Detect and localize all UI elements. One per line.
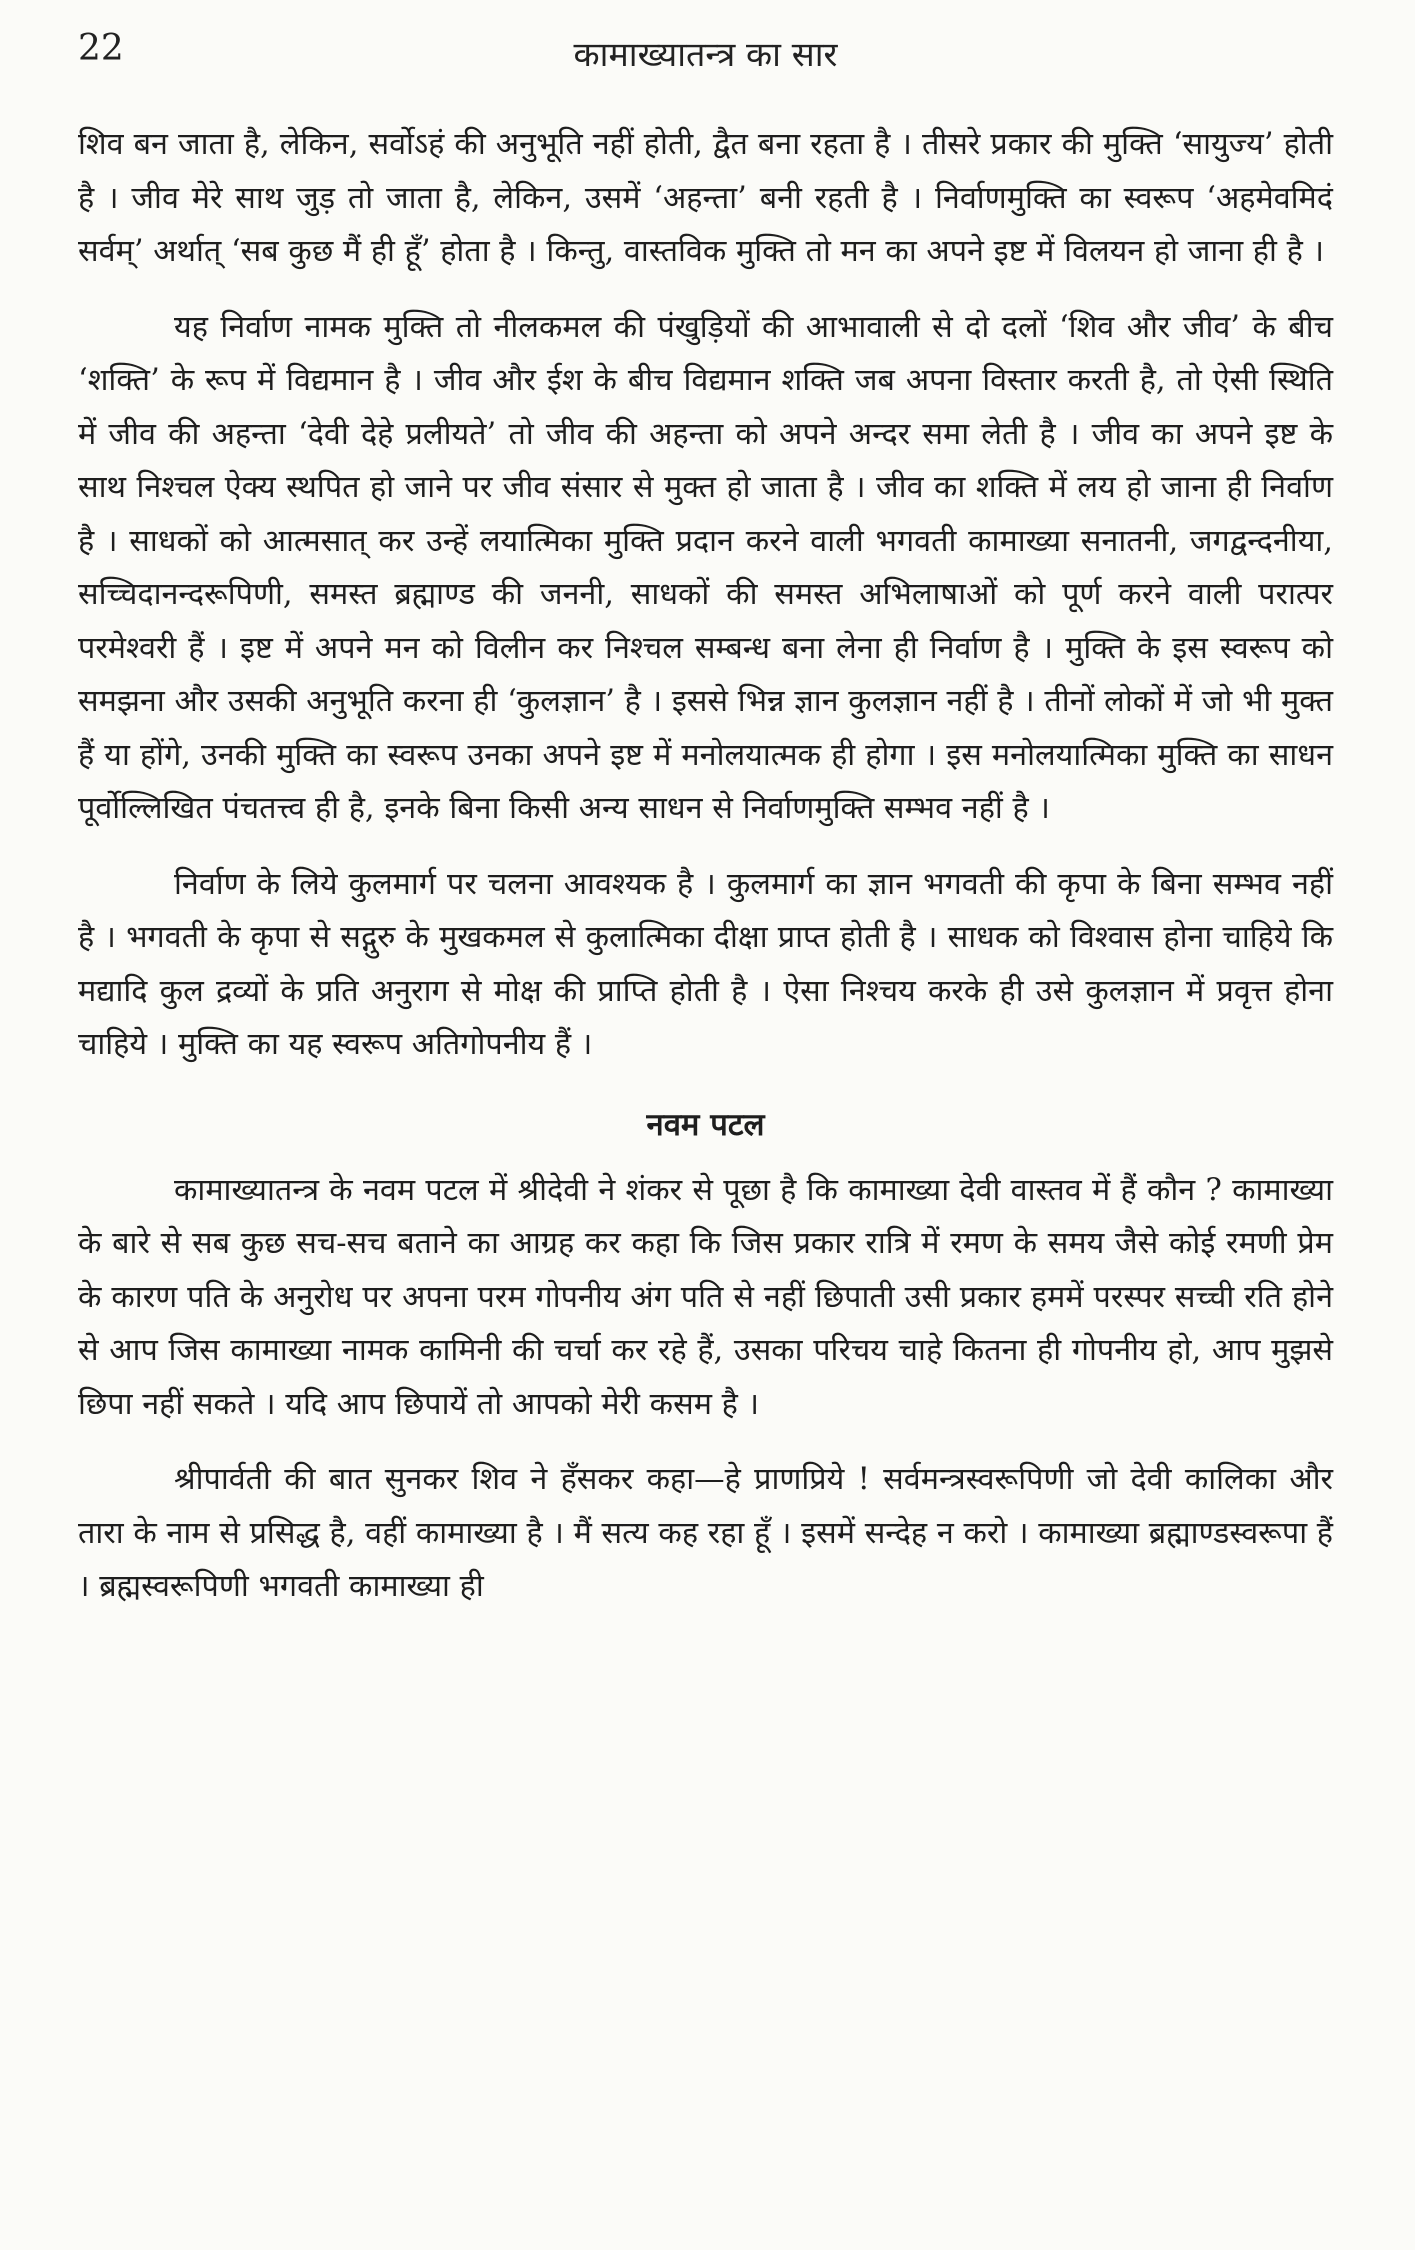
- page-body: [78, 118, 1333, 1636]
- paragraph-3: निर्वाण के लिये कुलमार्ग पर चलना आवश्यक है । कुलमार्ग का ज्ञान भगवती की कृपा के बिना सम्भव नहीं है । भगवती के कृपा से सद्गुरु के मुखकमल से कुलात्मिका दीक्षा प्राप्त होती है । साधक को विश्वास होना चाहिये कि मद्यादि कुल द्रव्यों के प्रति अनुराग से मोक्ष की प्राप्ति होती है । ऐसा निश्चय करके ही उसे कुलज्ञान में प्रवृत्त होना चाहिये । मुक्ति का यह स्वरूप अतिगोपनीय हैं ।: [78, 866, 1333, 1062]
- paragraph-5: श्रीपार्वती की बात सुनकर शिव ने हँसकर कहा—हे प्राणप्रिये ! सर्वमन्त्रस्वरूपिणी जो देवी कालिका और तारा के नाम से प्रसिद्ध है, वहीं कामाख्या है । मैं सत्य कह रहा हूँ । इसमें सन्देह न करो । कामाख्या ब्रह्माण्डस्वरूपा हैं । ब्रह्मस्वरूपिणी भगवती कामाख्या ही: [78, 1462, 1333, 1604]
- section-heading: नवम पटल: [646, 1106, 765, 1143]
- paragraph-1: शिव बन जाता है, लेकिन, सर्वोऽहं की अनुभूति नहीं होती, द्वैत बना रहता है । तीसरे प्रकार की मुक्ति ‘सायुज्य’ होती है । जीव मेरे साथ जुड़ तो जाता है, लेकिन, उसमें ‘अहन्ता’ बनी रहती है । निर्वाणमुक्ति का स्वरूप ‘अहमेवमिदं सर्वम्’ अर्थात् ‘सब कुछ मैं ही हूँ’ होता है । किन्तु, वास्तविक मुक्ति तो मन का अपने इष्ट में विलयन हो जाना ही है ।: [78, 127, 1333, 269]
- page-header: [78, 24, 1333, 84]
- running-title: कामाख्यातन्त्र का सार: [573, 35, 838, 75]
- page-number: 22: [78, 28, 124, 69]
- paragraph-4: कामाख्यातन्त्र के नवम पटल में श्रीदेवी ने शंकर से पूछा है कि कामाख्या देवी वास्तव में हैं कौन ? कामाख्या के बारे से सब कुछ सच-सच बताने का आग्रह कर कहा कि जिस प्रकार रात्रि में रमण के समय जैसे कोई रमणी प्रेम के कारण पति के अनुरोध पर अपना परम गोपनीय अंग पति से नहीं छिपाती उसी प्रकार हममें परस्पर सच्ची रति होने से आप जिस कामाख्या नामक कामिनी की चर्चा कर रहे हैं, उसका परिचय चाहे कितना ही गोपनीय हो, आप मुझसे छिपा नहीं सकते । यदि आप छिपायें तो आपको मेरी कसम है ।: [78, 1172, 1333, 1422]
- paragraph-2: यह निर्वाण नामक मुक्ति तो नीलकमल की पंखुड़ियों की आभावाली से दो दलों ‘शिव और जीव’ के बीच ‘शक्ति’ के रूप में विद्यमान है । जीव और ईश के बीच विद्यमान शक्ति जब अपना विस्तार करती है, तो ऐसी स्थिति में जीव की अहन्ता ‘देवी देहे प्रलीयते’ तो जीव की अहन्ता को अपने अन्दर समा लेती है । जीव का अपने इष्ट के साथ निश्चल ऐक्य स्थपित हो जाने पर जीव संसार से मुक्त हो जाता है । जीव का शक्ति में लय हो जाना ही निर्वाण है । साधकों को आत्मसात् कर उन्हें लयात्मिका मुक्ति प्रदान करने वाली भगवती कामाख्या सनातनी, जगद्वन्दनीया, सच्चिदानन्दरूपिणी, समस्त ब्रह्माण्ड की जननी, साधकों की समस्त अभिलाषाओं को पूर्ण करने वाली परात्पर परमेश्वरी हैं । इष्ट में अपने मन को विलीन कर निश्चल सम्बन्ध बना लेना ही निर्वाण है । मुक्ति के इस स्वरूप को समझना और उसकी अनुभूति करना ही ‘कुलज्ञान’ है । इससे भिन्न ज्ञान कुलज्ञान नहीं है । तीनों लोकों में जो भी मुक्त हैं या होंगे, उनकी मुक्ति का स्वरूप उनका अपने इष्ट में मनोलयात्मक ही होगा । इस मनोलयात्मिका मुक्ति का साधन पूर्वोल्लिखित पंचतत्त्व ही है, इनके बिना किसी अन्य साधन से निर्वाणमुक्ति सम्भव नहीं है ।: [78, 309, 1333, 826]
